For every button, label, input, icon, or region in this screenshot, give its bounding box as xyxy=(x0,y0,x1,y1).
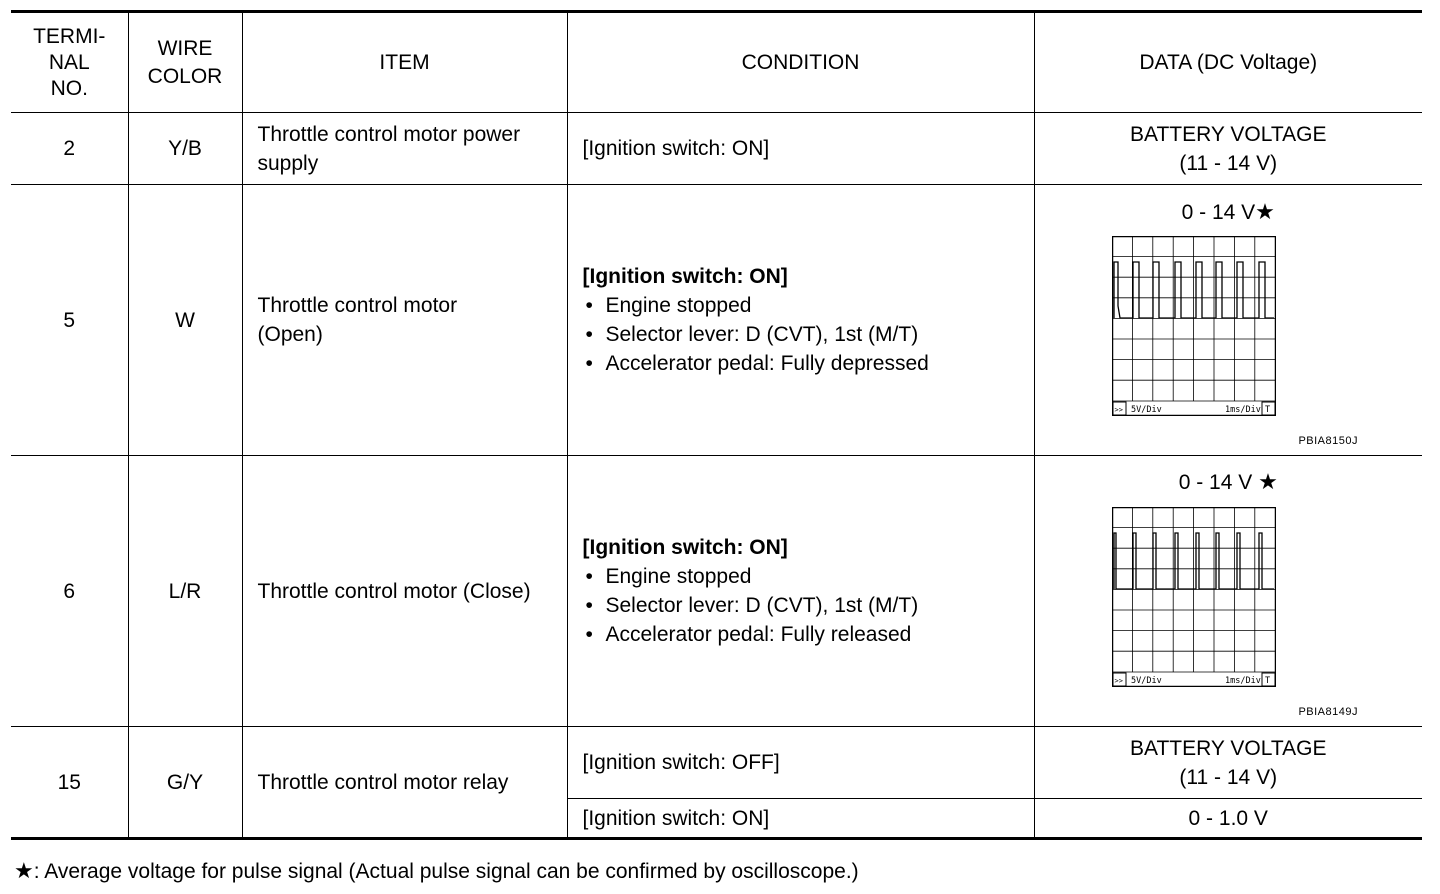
data-line: (11 - 14 V) xyxy=(1179,765,1278,789)
condition-bullet: • Engine stopped xyxy=(583,562,1034,591)
condition-cell: [Ignition switch: ON] xyxy=(567,113,1034,185)
star-icon: ★ xyxy=(1258,469,1278,494)
voltage-value: 0 - 14 V xyxy=(1178,471,1253,494)
star-icon: ★ xyxy=(1255,199,1275,224)
voltage-value: 0 - 14 V xyxy=(1181,201,1256,224)
condition-cell xyxy=(567,185,1034,456)
header-row xyxy=(11,12,1422,113)
table-row xyxy=(11,456,1422,727)
item-text: Throttle control motor (Open) xyxy=(257,294,458,346)
data-cell xyxy=(1034,185,1422,456)
header-wire-line2: COLOR xyxy=(147,64,223,88)
scope-arrow-icon: >> xyxy=(1114,406,1123,414)
scope-arrow-icon: >> xyxy=(1114,677,1123,685)
scope-volt-div: 5V/Div xyxy=(1130,676,1162,686)
condition-list xyxy=(583,291,1034,378)
waveform-figure xyxy=(1035,185,1423,455)
footnote-text: : Average voltage for pulse signal (Actual pulse signal can be confirmed by oscilloscope.) xyxy=(33,860,859,883)
terminal-cell: 2 xyxy=(11,113,128,185)
scope-trigger: T xyxy=(1264,405,1270,415)
voltage-label xyxy=(1035,467,1423,497)
table-row xyxy=(11,727,1422,799)
terminal-cell: 6 xyxy=(11,456,128,727)
header-condition: CONDITION xyxy=(567,12,1034,113)
data-cell xyxy=(1034,456,1422,727)
item-cell: Throttle control motor power supply xyxy=(242,113,567,185)
header-wire-color xyxy=(128,12,242,113)
figure-id: PBIA8150J xyxy=(1298,435,1358,447)
waveform-figure xyxy=(1035,456,1423,726)
wire-cell: L/R xyxy=(128,456,242,727)
data-line: BATTERY VOLTAGE xyxy=(1130,736,1327,760)
header-terminal xyxy=(11,12,128,113)
table-row xyxy=(11,113,1422,185)
terminal-cell: 15 xyxy=(11,727,128,839)
oscilloscope-screen-close xyxy=(1112,507,1276,687)
header-item: ITEM xyxy=(242,12,567,113)
condition-title: [Ignition switch: ON] xyxy=(582,536,788,559)
data-cell xyxy=(1034,727,1422,799)
condition-cell: [Ignition switch: OFF] xyxy=(567,727,1034,799)
header-terminal-line1: TERMI- xyxy=(33,24,106,48)
data-cell xyxy=(1034,113,1422,185)
data-line: (11 - 14 V) xyxy=(1179,151,1278,175)
data-cell: 0 - 1.0 V xyxy=(1034,799,1422,839)
item-cell xyxy=(242,185,567,456)
star-icon: ★ xyxy=(14,858,34,883)
figure-id: PBIA8149J xyxy=(1298,706,1358,718)
condition-cell: [Ignition switch: ON] xyxy=(567,799,1034,839)
voltage-label xyxy=(1035,197,1423,227)
terminal-cell: 5 xyxy=(11,185,128,456)
data-line: BATTERY VOLTAGE xyxy=(1130,122,1327,146)
header-data: DATA (DC Voltage) xyxy=(1034,12,1422,113)
condition-bullet: • Accelerator pedal: Fully depressed xyxy=(583,349,1034,378)
scope-time-div: 1ms/Div xyxy=(1224,405,1261,415)
wire-cell: Y/B xyxy=(128,113,242,185)
scope-trigger: T xyxy=(1264,676,1270,686)
condition-cell xyxy=(567,456,1034,727)
footnote xyxy=(14,858,859,884)
condition-title: [Ignition switch: ON] xyxy=(582,265,788,288)
scope-volt-div: 5V/Div xyxy=(1130,405,1162,415)
wire-cell: G/Y xyxy=(128,727,242,839)
terminal-data-table xyxy=(11,10,1422,840)
condition-bullet: • Accelerator pedal: Fully released xyxy=(583,620,1034,649)
item-cell: Throttle control motor relay xyxy=(242,727,567,839)
condition-bullet: • Selector lever: D (CVT), 1st (M/T) xyxy=(583,591,1034,620)
oscilloscope-screen-open xyxy=(1112,236,1276,416)
condition-bullet: • Engine stopped xyxy=(583,291,1034,320)
scope-time-div: 1ms/Div xyxy=(1224,676,1261,686)
header-terminal-line2: NAL xyxy=(48,50,90,74)
condition-bullet: • Selector lever: D (CVT), 1st (M/T) xyxy=(583,320,1034,349)
header-terminal-line3: NO. xyxy=(50,76,88,100)
wire-cell: W xyxy=(128,185,242,456)
item-cell: Throttle control motor (Close) xyxy=(242,456,567,727)
table-row xyxy=(11,185,1422,456)
condition-list xyxy=(583,562,1034,649)
header-wire-line1: WIRE xyxy=(157,36,213,60)
